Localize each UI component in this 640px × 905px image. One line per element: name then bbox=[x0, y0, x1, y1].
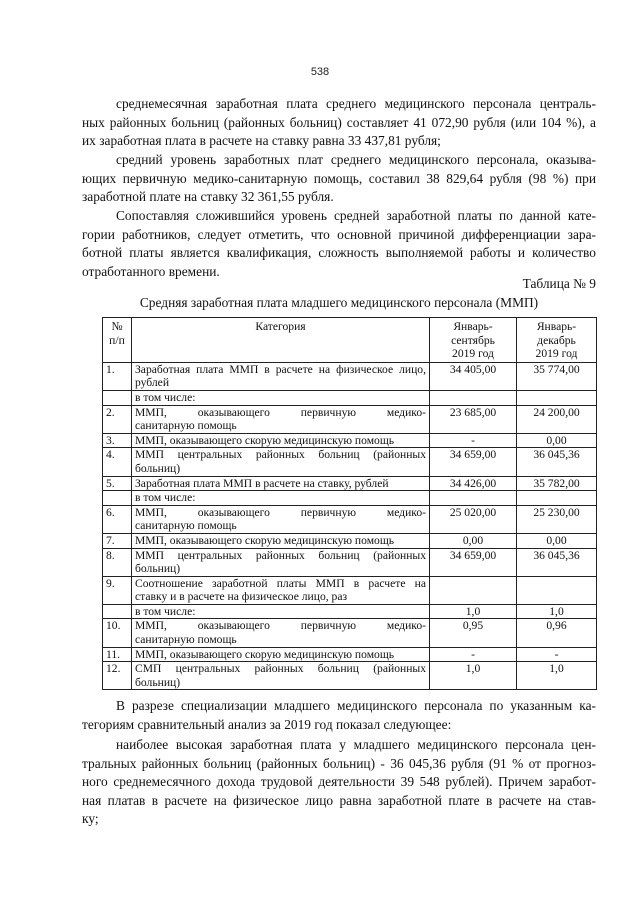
value-jan-dec: 36 045,36 bbox=[517, 448, 597, 476]
table-row bbox=[103, 619, 597, 647]
text-line: ных районных больниц (районных больниц) составляет 41 072,90 рубля (или 104 %), а bbox=[82, 114, 596, 130]
row-number: 3. bbox=[103, 433, 132, 448]
value-jan-dec: 0,00 bbox=[517, 533, 597, 548]
row-category bbox=[132, 647, 430, 662]
value-jan-dec: 35 782,00 bbox=[517, 476, 597, 491]
value-jan-dec: 1,0 bbox=[517, 662, 597, 690]
text-line: средний уровень заработных плат среднего медицинского персонала, оказыва- bbox=[116, 152, 596, 167]
value-jan-sep: 34 659,00 bbox=[430, 448, 517, 476]
paragraph-5 bbox=[82, 736, 596, 829]
category-line: Заработная плата ММП в расчете на ставку, рублей bbox=[135, 476, 389, 490]
row-number: 2. bbox=[103, 405, 132, 433]
table-row bbox=[103, 505, 597, 533]
category-line: ставку и в расчете на физическое лицо, раз bbox=[135, 590, 348, 604]
table-row bbox=[103, 491, 597, 506]
table-row bbox=[103, 647, 597, 662]
header-jan-dec bbox=[517, 318, 597, 363]
row-category bbox=[132, 476, 430, 491]
row-number: 7. bbox=[103, 533, 132, 548]
table-row bbox=[103, 476, 597, 491]
value-jan-dec: 36 045,36 bbox=[517, 548, 597, 576]
table-header-row bbox=[103, 318, 597, 363]
header-text: декабрь bbox=[537, 333, 576, 347]
row-number: 8. bbox=[103, 548, 132, 576]
table-row bbox=[103, 604, 597, 619]
value-jan-dec bbox=[517, 576, 597, 604]
header-text: Январь- bbox=[453, 320, 493, 333]
row-number bbox=[103, 491, 132, 506]
text-line: ботной платы является квалификация, сложность выполняемой работы и количество bbox=[82, 245, 596, 261]
value-jan-sep: 23 685,00 bbox=[430, 405, 517, 433]
category-line: санитарную помощь bbox=[135, 519, 237, 533]
category-line: рублей bbox=[135, 376, 170, 390]
category-line: больниц) bbox=[135, 675, 181, 689]
row-category bbox=[132, 548, 430, 576]
table-row bbox=[103, 433, 597, 448]
category-line: ММП центральных районных больниц (районных bbox=[135, 548, 426, 562]
category-line: ММП, оказывающего скорую медицинскую помощь bbox=[135, 533, 395, 547]
value-jan-dec: 1,0 bbox=[517, 604, 597, 619]
category-line: больниц) bbox=[135, 461, 181, 475]
table-number: Таблица № 9 bbox=[522, 276, 596, 291]
row-category bbox=[132, 433, 430, 448]
row-number: 4. bbox=[103, 448, 132, 476]
value-jan-sep: 0,95 bbox=[430, 619, 517, 647]
value-jan-dec: 25 230,00 bbox=[517, 505, 597, 533]
text-line: В разрезе специализации младшего медицинского персонала по указанным ка- bbox=[116, 698, 596, 713]
category-line: ММП, оказывающего первичную медико- bbox=[135, 619, 426, 633]
header-text: 2019 год bbox=[452, 347, 494, 361]
value-jan-sep: 0,00 bbox=[430, 533, 517, 548]
text-line: отработанного времени. bbox=[82, 263, 220, 279]
value-jan-dec bbox=[517, 390, 597, 405]
category-line: больниц) bbox=[135, 562, 181, 576]
category-line: Заработная плата ММП в расчете на физическое лицо, bbox=[135, 362, 426, 376]
header-text: Январь- bbox=[536, 320, 577, 333]
table-row bbox=[103, 576, 597, 604]
row-category bbox=[132, 362, 430, 390]
value-jan-sep: 1,0 bbox=[430, 604, 517, 619]
text-line: ку; bbox=[82, 811, 99, 827]
table-row bbox=[103, 390, 597, 405]
value-jan-sep: - bbox=[430, 433, 517, 448]
text-line: ющих первичную медико-санитарную помощь, составил 38 829,64 рубля (98 %) при bbox=[82, 170, 596, 186]
category-line: СМП центральных районных больниц (районных bbox=[135, 662, 426, 676]
value-jan-sep: 34 405,00 bbox=[430, 362, 517, 390]
category-line: ММП, оказывающего первичную медико- bbox=[135, 505, 426, 519]
row-category bbox=[132, 533, 430, 548]
value-jan-dec: 0,96 bbox=[517, 619, 597, 647]
table-row bbox=[103, 448, 597, 476]
page-number: 538 bbox=[310, 66, 330, 78]
category-line: ММП центральных районных больниц (районных bbox=[135, 448, 426, 462]
value-jan-sep: - bbox=[430, 647, 517, 662]
header-text: сентябрь bbox=[451, 333, 495, 347]
row-category bbox=[132, 390, 430, 405]
row-category bbox=[132, 405, 430, 433]
table-row bbox=[103, 662, 597, 690]
category-line: ММП, оказывающего первичную медико- bbox=[135, 405, 426, 419]
category-line: санитарную помощь bbox=[135, 633, 237, 647]
row-number: 5. bbox=[103, 476, 132, 491]
text-line: гории работников, следует отметить, что основной причиной дифференциации зара- bbox=[82, 226, 596, 242]
value-jan-sep: 34 426,00 bbox=[430, 476, 517, 491]
row-number: 11. bbox=[103, 647, 132, 662]
category-line: ММП, оказывающего скорую медицинскую помощь bbox=[135, 433, 395, 447]
paragraph-4 bbox=[82, 697, 596, 734]
value-jan-dec: - bbox=[517, 647, 597, 662]
paragraph-1 bbox=[82, 95, 596, 151]
paragraph-3 bbox=[82, 207, 596, 281]
text-line: тегориям сравнительный анализ за 2019 год показал следующее: bbox=[82, 716, 452, 732]
row-category bbox=[132, 619, 430, 647]
value-jan-dec: 35 774,00 bbox=[517, 362, 597, 390]
row-number bbox=[103, 604, 132, 619]
header-number bbox=[103, 318, 132, 363]
text-line: ная платав в расчете на физическое лицо равна заработной плате в расчете на став- bbox=[82, 792, 596, 808]
row-number: 12. bbox=[103, 662, 132, 690]
value-jan-dec bbox=[517, 491, 597, 506]
header-text: п/п bbox=[109, 333, 125, 347]
value-jan-dec: 0,00 bbox=[517, 433, 597, 448]
text-line: их заработная плата в расчете на ставку равна 33 437,81 рубля; bbox=[82, 133, 441, 149]
row-number: 6. bbox=[103, 505, 132, 533]
header-jan-sep bbox=[430, 318, 517, 363]
category-line: в том числе: bbox=[135, 604, 196, 618]
text-line: заработной плате на ставку 32 361,55 рубля. bbox=[82, 189, 334, 205]
row-category bbox=[132, 604, 430, 619]
row-number bbox=[103, 390, 132, 405]
row-number: 10. bbox=[103, 619, 132, 647]
value-jan-sep bbox=[430, 491, 517, 506]
row-category bbox=[132, 576, 430, 604]
row-category bbox=[132, 505, 430, 533]
table-row bbox=[103, 548, 597, 576]
table-title: Средняя заработная плата младшего медицинского персонала (ММП) bbox=[139, 295, 539, 310]
category-line: Соотношение заработной платы ММП в расчете на bbox=[135, 576, 426, 590]
category-line: санитарную помощь bbox=[135, 419, 237, 433]
category-line: ММП, оказывающего скорую медицинскую помощь bbox=[135, 647, 395, 661]
salary-table bbox=[102, 317, 597, 690]
text-line: среднемесячная заработная плата среднего медицинского персонала централь- bbox=[116, 96, 596, 111]
row-category bbox=[132, 662, 430, 690]
header-text: 2019 год bbox=[535, 347, 578, 361]
text-line: ного среднемесячного дохода трудовой деятельности 39 548 рублей). Причем заработ- bbox=[82, 774, 596, 790]
table-row bbox=[103, 405, 597, 433]
header-category: Категория bbox=[132, 318, 430, 363]
value-jan-sep bbox=[430, 576, 517, 604]
category-line: в том числе: bbox=[135, 491, 196, 505]
text-line: Сопоставляя сложившийся уровень средней заработной платы по данной кате- bbox=[116, 208, 596, 223]
category-line: в том числе: bbox=[135, 390, 196, 404]
value-jan-sep: 1,0 bbox=[430, 662, 517, 690]
value-jan-sep: 34 659,00 bbox=[430, 548, 517, 576]
text-line: тральных районных больниц (районных больниц) - 36 045,36 рубля (91 % от прогноз- bbox=[82, 755, 596, 771]
row-category bbox=[132, 491, 430, 506]
table-row bbox=[103, 362, 597, 390]
paragraph-2 bbox=[82, 151, 596, 207]
text-line: наиболее высокая заработная плата у младшего медицинского персонала цен- bbox=[116, 737, 596, 752]
row-category bbox=[132, 448, 430, 476]
row-number: 9. bbox=[103, 576, 132, 604]
header-text: № bbox=[111, 320, 123, 333]
table-row bbox=[103, 533, 597, 548]
value-jan-sep bbox=[430, 390, 517, 405]
row-number: 1. bbox=[103, 362, 132, 390]
value-jan-sep: 25 020,00 bbox=[430, 505, 517, 533]
value-jan-dec: 24 200,00 bbox=[517, 405, 597, 433]
